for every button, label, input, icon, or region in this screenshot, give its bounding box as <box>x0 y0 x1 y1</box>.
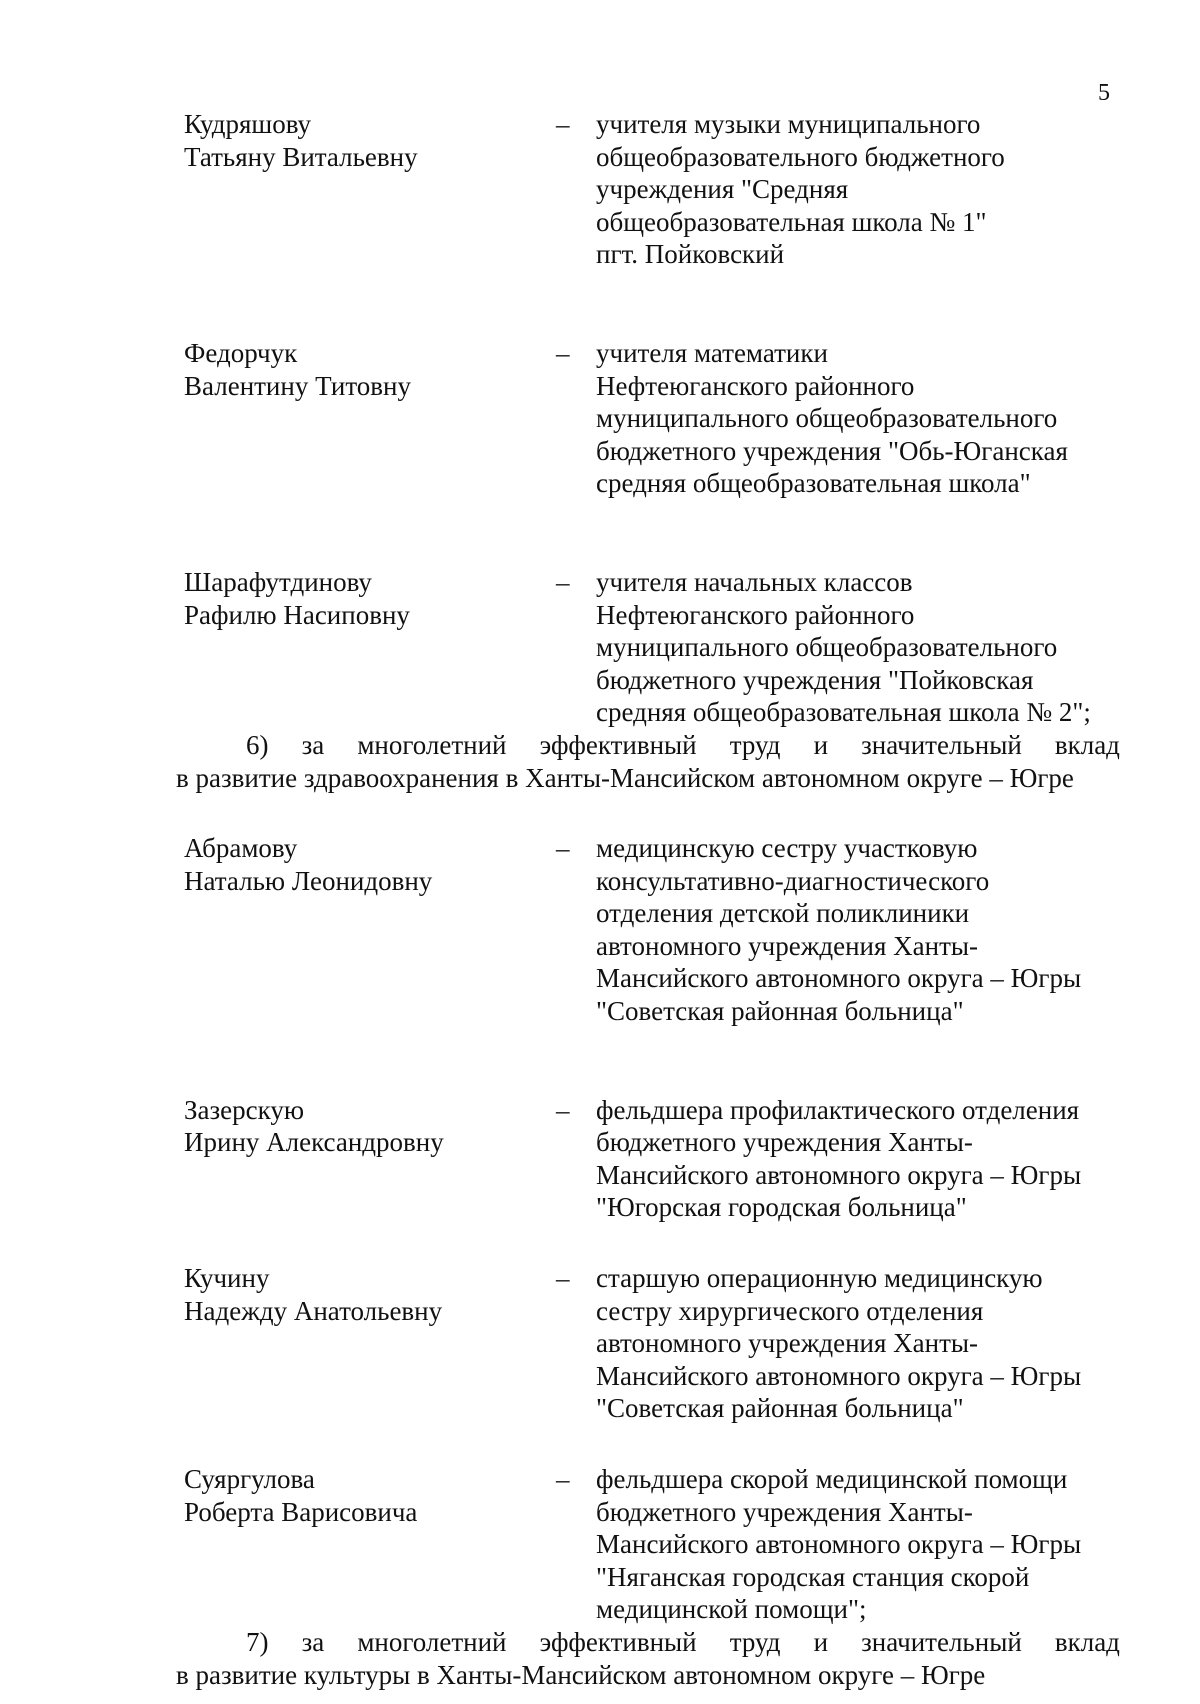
paragraph-first-line <box>176 1626 1120 1659</box>
desc-line: пгт. Пойковский <box>596 239 785 270</box>
award-entry <box>176 1094 1120 1224</box>
name-line: Суяргулова <box>184 1464 315 1494</box>
paragraph-word: вклад <box>1054 729 1120 760</box>
paragraph-word: эффективный <box>539 1626 697 1657</box>
name-line: Кучину <box>184 1263 270 1294</box>
desc-line: Нефтеюганского районного <box>596 370 915 401</box>
desc-line: муниципального общеобразовательного <box>596 403 1058 434</box>
desc-line: консультативно-диагностического <box>596 865 990 896</box>
desc-line: автономного учреждения Ханты- <box>596 930 978 961</box>
person-name <box>176 337 556 500</box>
name-line: Кудряшову <box>184 109 312 139</box>
name-line: Зазерскую <box>184 1094 305 1125</box>
desc-line: сестру хирургического отделения <box>596 1295 984 1326</box>
person-name <box>176 108 556 271</box>
paragraph-word: труд <box>729 1626 781 1657</box>
person-name <box>176 1463 556 1626</box>
desc-line: бюджетного учреждения "Обь-Юганская <box>596 435 1068 466</box>
entry-dash: – <box>556 337 570 368</box>
paragraph-first-line <box>176 729 1120 762</box>
name-line: Татьяну Витальевну <box>184 141 418 172</box>
desc-line: общеобразовательная школа № 1" <box>596 206 987 237</box>
position-description <box>596 1463 1120 1626</box>
paragraph-word: многолетний <box>357 729 507 760</box>
paragraph-word: за <box>301 729 325 760</box>
entry-dash: – <box>556 1464 570 1494</box>
desc-line: "Советская районная больница" <box>596 1393 964 1424</box>
desc-line: учреждения "Средняя <box>596 174 849 205</box>
desc-line: медицинской помощи"; <box>596 1594 867 1625</box>
position-description <box>596 108 1120 271</box>
paragraph-word: значительный <box>861 729 1022 760</box>
position-description <box>596 337 1120 500</box>
paragraph-word: и <box>813 729 829 760</box>
entry-dash: – <box>556 1094 570 1125</box>
name-line: Надежду Анатольевну <box>184 1295 443 1326</box>
name-line: Абрамову <box>184 833 298 864</box>
desc-line: Мансийского автономного округа – Югры <box>596 1529 1082 1560</box>
person-name <box>176 566 556 729</box>
desc-line: муниципального общеобразовательного <box>596 632 1058 663</box>
desc-line: средняя общеобразовательная школа" <box>596 468 1031 499</box>
name-line: Шарафутдинову <box>184 566 372 597</box>
name-line: Роберта Варисовича <box>184 1496 418 1527</box>
section-paragraph-7 <box>176 1626 1120 1691</box>
desc-line: Мансийского автономного округа – Югры <box>596 1159 1082 1190</box>
paragraph-word: 6) <box>246 729 269 760</box>
desc-line: автономного учреждения Ханты- <box>596 1328 978 1359</box>
paragraph-word: эффективный <box>539 729 697 760</box>
entry-dash: – <box>556 109 570 139</box>
desc-line: отделения детской поликлиники <box>596 898 970 929</box>
person-name <box>176 1262 556 1425</box>
position-description <box>596 1262 1120 1425</box>
paragraph-word: значительный <box>861 1626 1022 1657</box>
section-paragraph-6 <box>176 729 1120 794</box>
award-entry <box>176 108 1120 271</box>
desc-line: Мансийского автономного округа – Югры <box>596 963 1082 994</box>
document-body <box>176 108 1120 1691</box>
paragraph-word: и <box>813 1626 829 1657</box>
desc-line: бюджетного учреждения "Пойковская <box>596 664 1034 695</box>
desc-line: средняя общеобразовательная школа № 2"; <box>596 697 1091 728</box>
name-line: Федорчук <box>184 337 298 368</box>
award-entry <box>176 1463 1120 1626</box>
desc-line: старшую операционную медицинскую <box>596 1263 1043 1294</box>
person-name <box>176 832 556 1028</box>
paragraph-word: вклад <box>1054 1626 1120 1657</box>
paragraph-word: многолетний <box>357 1626 507 1657</box>
entry-dash: – <box>556 1263 570 1294</box>
desc-line: бюджетного учреждения Ханты- <box>596 1127 973 1158</box>
paragraph-word: труд <box>729 729 781 760</box>
name-line: Ирину Александровну <box>184 1127 444 1158</box>
award-entry <box>176 1262 1120 1425</box>
desc-line: Нефтеюганского районного <box>596 599 915 630</box>
desc-line: "Югорская городская больница" <box>596 1192 967 1223</box>
name-line: Рафилю Насиповну <box>184 599 410 630</box>
desc-line: учителя начальных классов <box>596 566 913 597</box>
desc-line: бюджетного учреждения Ханты- <box>596 1496 973 1527</box>
desc-line: общеобразовательного бюджетного <box>596 141 1005 172</box>
desc-line: Мансийского автономного округа – Югры <box>596 1360 1082 1391</box>
entry-dash: – <box>556 566 570 597</box>
desc-line: учителя математики <box>596 337 828 368</box>
name-line: Валентину Титовну <box>184 370 411 401</box>
award-entry <box>176 832 1120 1028</box>
paragraph-word: за <box>301 1626 325 1657</box>
page-number: 5 <box>1098 80 1110 106</box>
position-description <box>596 566 1120 729</box>
position-description <box>596 832 1120 1028</box>
paragraph-second-line: в развитие здравоохранения в Ханты-Мансийском автономном округе – Югре <box>176 762 1074 793</box>
desc-line: учителя музыки муниципального <box>596 109 981 139</box>
paragraph-word: 7) <box>246 1626 269 1657</box>
desc-line: фельдшера скорой медицинской помощи <box>596 1464 1068 1494</box>
entry-dash: – <box>556 833 570 864</box>
person-name <box>176 1094 556 1224</box>
position-description <box>596 1094 1120 1224</box>
paragraph-second-line: в развитие культуры в Ханты-Мансийском автономном округе – Югре <box>176 1659 986 1690</box>
desc-line: фельдшера профилактического отделения <box>596 1094 1080 1125</box>
desc-line: "Няганская городская станция скорой <box>596 1561 1030 1592</box>
name-line: Наталью Леонидовну <box>184 865 433 896</box>
award-entry <box>176 566 1120 729</box>
desc-line: "Советская районная больница" <box>596 996 964 1027</box>
desc-line: медицинскую сестру участковую <box>596 833 978 864</box>
award-entry <box>176 337 1120 500</box>
